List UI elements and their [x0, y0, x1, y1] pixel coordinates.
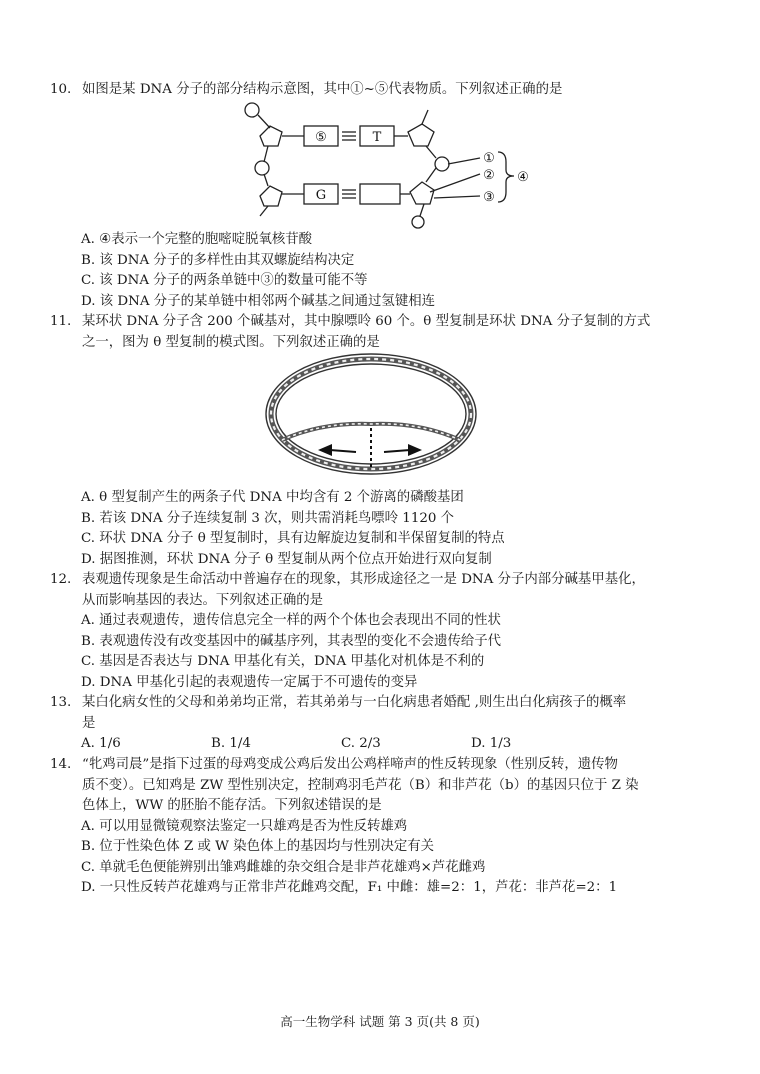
question-number: 12. — [50, 572, 72, 587]
question-number: 10. — [50, 82, 72, 97]
phosphate-circle — [435, 157, 449, 171]
deoxyribose-pentagon — [408, 124, 434, 146]
phosphate-circle — [245, 103, 259, 117]
option-c: C. 2/3 — [341, 736, 381, 751]
question-13 — [50, 693, 720, 755]
option-d: D. 据图推测，环状 DNA 分子 θ 型复制从两个位点开始进行双向复制 — [81, 551, 492, 567]
question-number: 11. — [50, 314, 72, 329]
label-3: ③ — [483, 190, 495, 205]
question-12 — [50, 570, 720, 693]
deoxyribose-pentagon — [260, 126, 282, 146]
deoxyribose-pentagon — [260, 186, 282, 206]
option-c: C. 该 DNA 分子的两条单链中③的数量可能不等 — [81, 273, 368, 288]
question-stem: “牝鸡司晨”是指下过蛋的母鸡变成公鸡后发出公鸡样啼声的性反转现象（性别反转，遗传物 — [82, 757, 618, 772]
phosphate-circle — [412, 216, 424, 228]
question-11 — [50, 312, 720, 353]
label-5: ⑤ — [315, 130, 327, 145]
options-row — [50, 734, 720, 755]
option-a: A. θ 型复制产生的两条子代 DNA 中均含有 2 个游离的磷酸基团 — [81, 490, 464, 505]
option-a: A. 通过表观遗传，遗传信息完全一样的两个个体也会表现出不同的性状 — [81, 613, 501, 628]
label-T: T — [372, 130, 382, 145]
question-stem: 某环状 DNA 分子含 200 个碱基对，其中腺嘌呤 60 个。θ 型复制是环状 DNA 分子复制的方式 — [82, 314, 651, 329]
question-stem-cont: 色体上，WW 的胚胎不能存活。下列叙述错误的是 — [82, 798, 382, 813]
deoxyribose-pentagon — [410, 182, 434, 204]
dna-structure-diagram — [230, 102, 550, 230]
label-G: G — [315, 188, 327, 203]
question-stem-cont: 质不变）。已知鸡是 ZW 型性别决定，控制鸡羽毛芦花（B）和非芦花（b）的基因只位于 Z 染 — [82, 777, 639, 793]
option-a: A. 可以用显微镜观察法鉴定一只雄鸡是否为性反转雄鸡 — [81, 818, 408, 834]
option-b: B. 若该 DNA 分子连续复制 3 次，则共需消耗鸟嘌呤 1120 个 — [81, 510, 455, 526]
option-b: B. 位于性染色体 Z 或 W 染色体上的基因均与性别决定有关 — [81, 839, 435, 854]
label-4: ④ — [517, 170, 529, 185]
question-number: 14. — [50, 757, 72, 772]
question-11-options — [50, 488, 720, 570]
theta-replication-diagram — [262, 352, 480, 480]
option-d: D. 一只性反转芦花雄鸡与正常非芦花雌鸡交配，F₁ 中雌：雄=2：1，芦花：非芦花=2：1 — [81, 880, 618, 895]
option-b: B. 该 DNA 分子的多样性由其双螺旋结构决定 — [81, 252, 355, 268]
question-stem-cont: 之一，图为 θ 型复制的模式图。下列叙述正确的是 — [82, 334, 380, 350]
option-c: C. 基因是否表达与 DNA 甲基化有关，DNA 甲基化对机体是不利的 — [81, 654, 485, 669]
option-d: D. 该 DNA 分子的某单链中相邻两个碱基之间通过氢键相连 — [81, 293, 435, 309]
option-b: B. 表观遗传没有改变基因中的碱基序列，其表型的变化不会遗传给子代 — [81, 633, 502, 649]
question-10 — [50, 80, 720, 101]
question-stem: 某白化病女性的父母和弟弟均正常，若其弟弟与一白化病患者婚配 ,则生出白化病孩子的概率 — [82, 695, 627, 710]
page-footer: 高一生物学科 试题 第 3 页(共 8 页) — [280, 1014, 480, 1029]
phosphate-circle — [255, 161, 269, 175]
question-number: 13. — [50, 695, 72, 710]
option-d: D. 1/3 — [471, 736, 512, 751]
label-2: ② — [483, 168, 495, 183]
option-c: C. 环状 DNA 分子 θ 型复制时，具有边解旋边复制和半保留复制的特点 — [81, 531, 505, 546]
option-a: A. 1/6 — [81, 736, 121, 751]
option-a: A. ④表示一个完整的胞嘧啶脱氧核苷酸 — [81, 232, 313, 247]
question-stem: 如图是某 DNA 分子的部分结构示意图，其中①~⑤代表物质。下列叙述正确的是 — [82, 82, 563, 97]
label-1: ① — [483, 151, 495, 166]
question-stem: 表观遗传现象是生命活动中普遍存在的现象，其形成途径之一是 DNA 分子内部分碱基甲基化， — [82, 572, 645, 587]
option-b: B. 1/4 — [211, 736, 251, 751]
question-14 — [50, 755, 720, 899]
question-stem-cont: 从而影响基因的表达。下列叙述正确的是 — [82, 592, 324, 608]
option-d: D. DNA 甲基化引起的表观遗传一定属于不可遗传的变异 — [81, 674, 418, 690]
question-stem-cont: 是 — [82, 715, 96, 731]
option-c: C. 单就毛色便能辨别出雏鸡雌雄的杂交组合是非芦花雄鸡×芦花雌鸡 — [81, 859, 486, 875]
question-10-options — [50, 230, 720, 312]
